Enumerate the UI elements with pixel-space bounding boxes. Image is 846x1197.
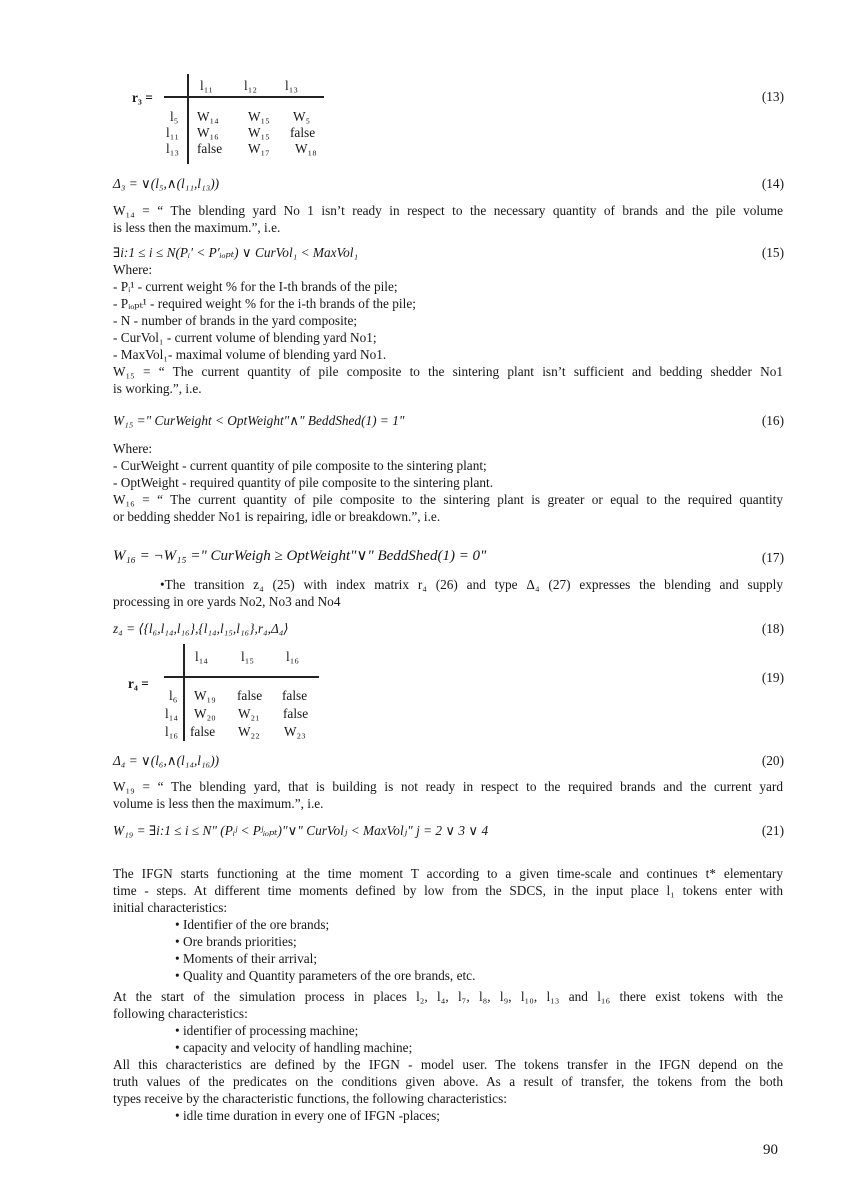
equation-15: ∃i:1 ≤ i ≤ N(Pᵢ′ < P′ᵢₒₚₜ) ∨ CurVol₁ < MaxVol₁ [113,245,359,260]
equation-20: Δ₄ = ∨(l₆,∧(l₁₄,l₁₆)) [113,753,220,768]
bullet-item: • idle time duration in every one of IFGN -places; [175,1108,440,1123]
matrix-row-header: l₁₆ [165,724,178,739]
paragraph-ifgn-start: The IFGN starts functioning at the time moment T according to a given time-scale and continues t* elementary [113,866,783,881]
matrix-col-header: l₁₁ [200,78,213,93]
matrix-vertical-rule [187,74,189,164]
page-number: 90 [763,1142,778,1158]
equation-number: (18) [761,621,784,636]
matrix-label: r₃ = [132,90,153,105]
matrix-col-header: l₁₃ [285,78,298,93]
transition-paragraph-cont: processing in ore yards No2, No3 and No4 [113,594,341,609]
equation-number: (14) [761,176,784,191]
matrix-cell: W₂₃ [284,724,306,739]
matrix-cell: W₁₄ [197,109,219,124]
w14-definition: W₁₄ = “ The blending yard No 1 isn’t ready in respect to the necessary quantity of brands and the pile volume [113,203,783,218]
matrix-cell: W₁₅ [248,125,270,140]
where-label: Where: [113,441,153,456]
equation-14: Δ₃ = ∨(l₅,∧(l₁₁,l₁₃)) [113,176,220,191]
matrix-horizontal-rule [164,676,319,678]
matrix-col-header: l₁₄ [195,649,208,664]
matrix-cell: W₁₇ [248,141,270,156]
equation-17: W₁₆ = ¬W₁₅ =" CurWeigh ≥ OptWeight"∨" BeddShed(1) = 0" [113,548,487,564]
matrix-col-header: l₁₆ [286,649,299,664]
where-item: - Pᵢₒₚₜ¹ - required weight % for the i-th brands of the pile; [113,296,416,311]
bullet-item: • Quality and Quantity parameters of the ore brands, etc. [175,968,476,983]
matrix-vertical-rule [183,644,185,741]
matrix-cell: false [190,724,216,739]
paragraph-ifgn-start-end: initial characteristics: [113,900,228,915]
paragraph-characteristics: All this characteristics are defined by the IFGN - model user. The tokens transfer in the IFGN depend on the [113,1057,783,1072]
w16-definition: W₁₆ = “ The current quantity of pile composite to the sintering plant is greater or equal to the required quantity [113,492,783,507]
matrix-label: r₄ = [128,676,149,691]
matrix-row-header: l₅ [170,109,179,124]
matrix-cell: W₁₈ [295,141,317,156]
matrix-cell: W₁₅ [248,109,270,124]
where-item: - CurWeight - current quantity of pile composite to the sintering plant; [113,458,487,473]
paragraph-characteristics-end: types receive by the characteristic functions, the following characteristics: [113,1091,507,1106]
matrix-row-header: l₁₃ [166,141,179,156]
equation-18: z₄ = ⟨{l₆,l₁₄,l₁₆},{l₁₄,l₁₅,l₁₆},r₄,Δ₄⟩ [113,621,289,636]
bullet-item: • Moments of their arrival; [175,951,318,966]
w14-definition-cont: is less then the maximum.”, i.e. [113,220,281,235]
matrix-cell: false [197,141,223,156]
w15-definition: W₁₅ = “ The current quantity of pile composite to the sintering plant isn’t sufficient and bedding shedder No1 [113,364,783,379]
matrix-cell: W₅ [293,109,311,124]
paragraph-characteristics-cont: truth values of the predicates on the conditions given above. As a result of transfer, the tokens from the both [113,1074,783,1089]
equation-number: (15) [761,245,784,260]
matrix-cell: false [290,125,316,140]
matrix-cell: false [237,688,263,703]
matrix-cell: W₂₂ [238,724,260,739]
equation-number: (16) [761,413,784,428]
where-item: - CurVol₁ - current volume of blending yard No1; [113,330,377,345]
bullet-item: • Ore brands priorities; [175,934,297,949]
bullet-item: • identifier of processing machine; [175,1023,359,1038]
equation-number: (21) [761,823,784,838]
equation-number: (20) [761,753,784,768]
w19-definition-cont: volume is less then the maximum.”, i.e. [113,796,324,811]
w15-definition-cont: is working.”, i.e. [113,381,202,396]
where-label: Where: [113,262,153,277]
matrix-cell: W₁₉ [194,688,216,703]
matrix-row-header: l₁₄ [165,706,178,721]
equation-number: (19) [761,670,784,685]
paragraph-simulation-start-cont: following characteristics: [113,1006,248,1021]
matrix-cell: false [283,706,309,721]
where-item: - Pᵢ¹ - current weight % for the I-th brands of the pile; [113,279,398,294]
where-item: - MaxVol₁- maximal volume of blending yard No1. [113,347,387,362]
equation-number: (17) [761,550,784,565]
matrix-col-header: l₁₅ [241,649,254,664]
matrix-cell: false [282,688,308,703]
equation-number: (13) [761,89,784,104]
equation-16: W₁₅ =" CurWeight < OptWeight"∧" BeddShed(1) = 1" [113,413,405,428]
matrix-r4 [120,640,420,770]
matrix-row-header: l₆ [169,688,178,703]
matrix-row-header: l₁₁ [166,125,179,140]
matrix-cell: W₂₁ [238,706,260,721]
matrix-col-header: l₁₂ [244,78,257,93]
where-item: - N - number of brands in the yard composite; [113,313,358,328]
w19-definition: W₁₉ = “ The blending yard, that is building is not ready in respect to the required brands and the current yard [113,779,783,794]
matrix-cell: W₁₆ [197,125,219,140]
transition-paragraph: •The transition z₄ (25) with index matrix r₄ (26) and type Δ₄ (27) expresses the blending and supply [160,577,783,592]
w16-definition-cont: or bedding shedder No1 is repairing, idle or breakdown.”, i.e. [113,509,441,524]
paragraph-ifgn-start-cont: time - steps. At different time moments defined by low from the SDCS, in the input place l₁ tokens enter with [113,883,783,898]
paragraph-simulation-start: At the start of the simulation process in places l₂, l₄, l₇, l₈, l₉, l₁₀, l₁₃ and l₁₆ there exist tokens with the [113,989,783,1004]
bullet-item: • capacity and velocity of handling machine; [175,1040,413,1055]
bullet-item: • Identifier of the ore brands; [175,917,330,932]
matrix-horizontal-rule [164,96,324,98]
where-item: - OptWeight - required quantity of pile composite to the sintering plant. [113,475,494,490]
matrix-r3 [130,40,430,170]
equation-21: W₁₉ = ∃i:1 ≤ i ≤ N" (Pᵢʲ < Pʲᵢₒₚₜ)"∨" CurVolⱼ < MaxVolⱼ" j = 2 ∨ 3 ∨ 4 [113,823,489,838]
matrix-cell: W₂₀ [194,706,216,721]
